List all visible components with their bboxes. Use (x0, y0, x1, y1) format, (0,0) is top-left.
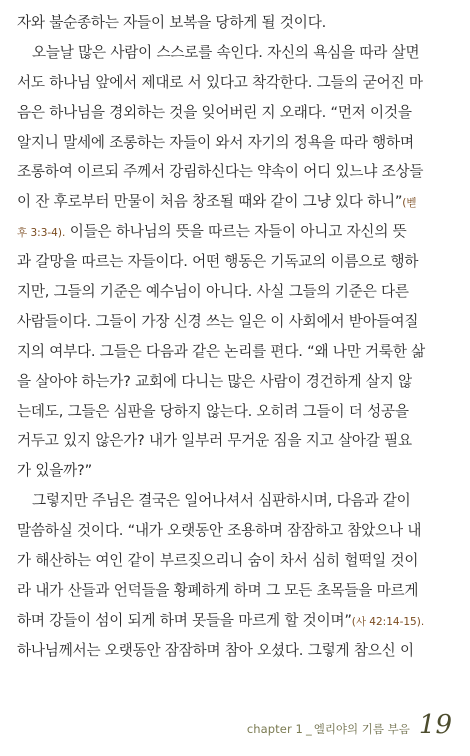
page-number: 19 (418, 710, 452, 740)
text-line (17, 217, 453, 247)
body-text (17, 8, 453, 666)
text-line: 알지니 말세에 조롱하는 자들이 와서 자기의 정욕을 따라 행하며 (17, 133, 414, 151)
scripture-reference: (사 42:14-15). (351, 615, 425, 628)
text-line: 음은 하나님을 경외하는 것을 잊어버린 지 오래다. “먼저 이것을 (17, 103, 412, 121)
text-line: 하며 강들이 섬이 되게 하며 못들을 마르게 할 것이며” (17, 611, 352, 629)
text-line: 거두고 있지 않은가? 내가 일부러 무거운 짐을 지고 살아갈 필요 (17, 432, 412, 450)
text-line: 가 해산하는 여인 같이 부르짖으리니 숨이 차서 심히 헐떡일 것이 (17, 552, 419, 570)
text-line: 과 갈망을 따르는 자들이다. 어떤 행동은 기독교의 이름으로 행하 (17, 253, 419, 271)
text-line-rest: 이들은 하나님의 뜻을 따르는 자들이 아니고 자신의 뜻 (65, 223, 407, 241)
text-line: 자와 불순종하는 자들이 보복을 당하게 될 것이다. (17, 14, 327, 31)
text-line: 사람들이다. 그들이 가장 신경 쓰는 일은 이 사회에서 받아들여질 (17, 312, 419, 330)
text-line: 라 내가 산들과 언덕들을 황폐하게 하며 그 모든 초목들을 마르게 (17, 581, 419, 599)
text-line: 하나님께서는 오랫동안 잠잠하며 참아 오셨다. 그렇게 참으신 이 (17, 641, 414, 659)
scripture-reference: (벧 (402, 197, 417, 210)
text-line: 는데도, 그들은 심판을 당하지 않는다. 오히려 그들이 더 성공을 (17, 402, 409, 420)
scripture-reference-continued (17, 223, 407, 240)
text-line: 가 있을까?” (17, 462, 92, 480)
text-line: 서도 하나님 앞에서 제대로 서 있다고 착각한다. 그들의 굳어진 마 (17, 73, 423, 91)
scripture-reference: 후 3:3-4). (17, 227, 66, 240)
text-line-with-ref (17, 606, 453, 636)
text-line: 을 살아야 하는가? 교회에 다니는 많은 사람이 경건하게 살지 않 (17, 372, 412, 390)
page-footer (247, 710, 452, 744)
text-line-with-ref (17, 187, 453, 217)
text-line: 오늘날 많은 사람이 스스로를 속인다. 자신의 욕심을 따라 살면 (32, 43, 420, 61)
text-line: 말씀하실 것이다. “내가 오랫동안 조용하며 잠잠하고 참았으나 내 (17, 522, 422, 540)
text-line: 지만, 그들의 기준은 예수님이 아니다. 사실 그들의 기준은 다른 (17, 283, 409, 301)
text-line: 조롱하여 이르되 주께서 강림하신다는 약속이 어디 있느냐 조상들 (17, 163, 424, 181)
footer-separator: _ (305, 722, 312, 736)
text-line: 지의 여부다. 그들은 다음과 같은 논리를 편다. “왜 나만 거룩한 삶 (17, 342, 426, 360)
chapter-label: chapter 1 (246, 722, 303, 736)
text-line: 그렇지만 주님은 결국은 일어나셔서 심판하시며, 다음과 같이 (32, 492, 411, 510)
chapter-title: 엘리야의 기름 부음 (313, 722, 410, 736)
text-line: 이 잔 후로부터 만물이 처음 창조될 때와 같이 그냥 있다 하니” (17, 193, 403, 211)
